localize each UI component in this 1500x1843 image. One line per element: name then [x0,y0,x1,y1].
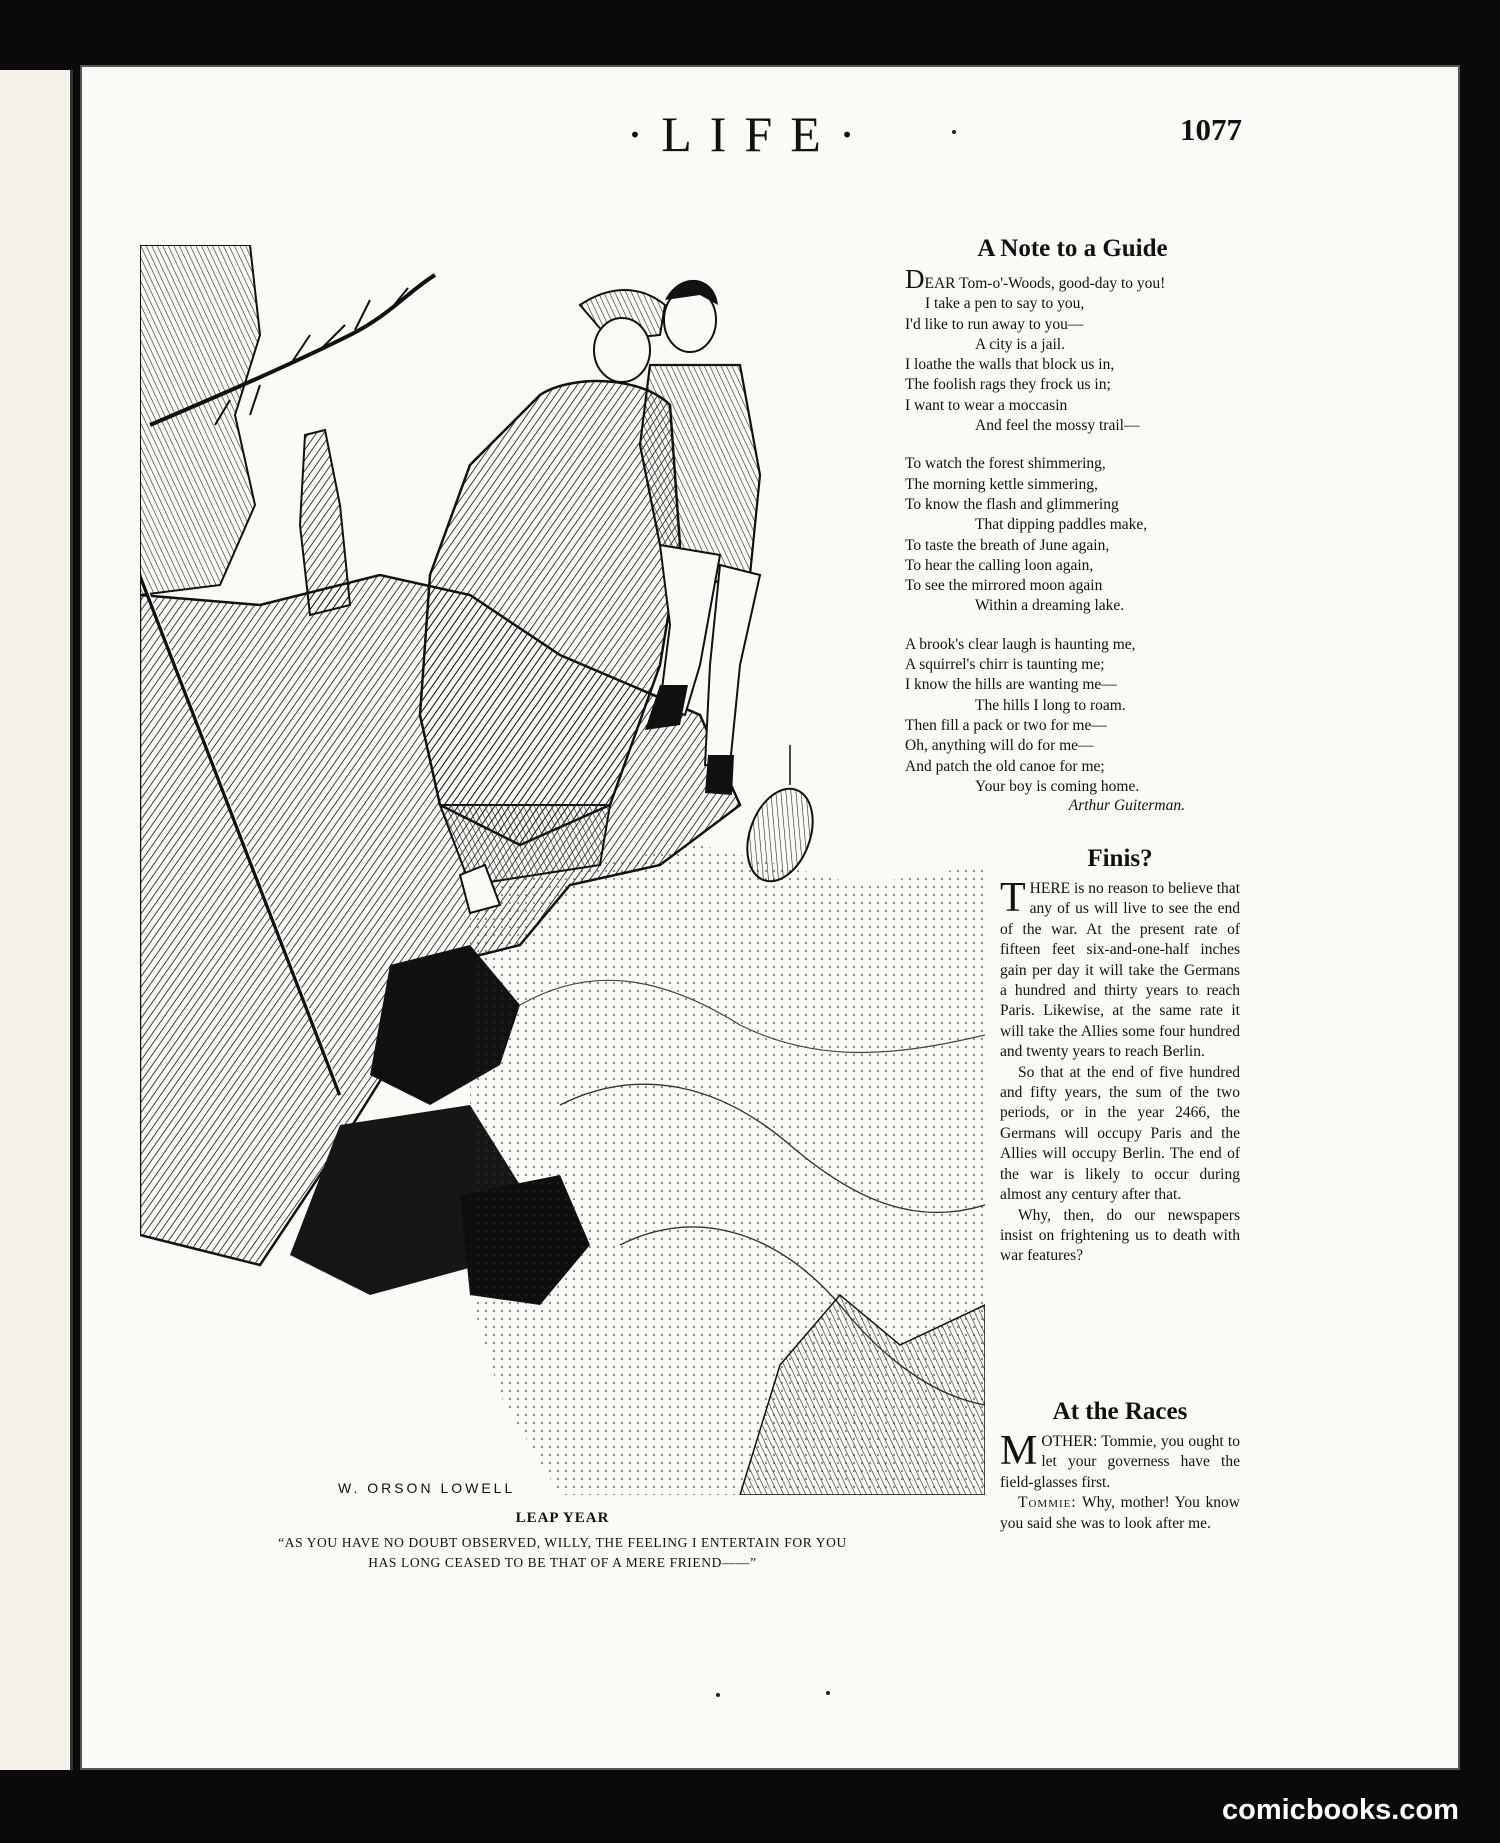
poem-body [905,264,1240,797]
races-line-2: Tommie: Why, mother! You know you said she was to look after me. [1000,1494,1240,1532]
poem-line: A brook's clear laugh is haunting me, [905,635,1136,653]
page-number: 1077 [1180,112,1242,147]
finis-paragraph-1: THERE is no reason to believe that any of us will live to see the end of the war. At the present rate of fifteen feet six-and-one-half inches gain per day it will take the Germans a hundred and thirty years to reach Paris. Likewise, at the same rate it will take the Allies some four hundred and twenty years to reach Berlin. [1000,875,1240,1061]
cartoon-title: LEAP YEAR [515,1510,610,1526]
races-article [1000,1398,1240,1534]
poem-line: The hills I long to roam. [975,696,1126,714]
poem-line: I'd like to run away to you— [905,315,1084,333]
poem-line: DEAR Tom-o'-Woods, good-day to you! [905,264,1166,294]
finis-body [1000,875,1240,1267]
finis-article [1000,845,1240,1267]
page-mark [952,130,956,134]
poem-line: The foolish rags they frock us in; [905,376,1111,394]
poem-article [905,235,1240,815]
poem-line: A city is a jail. [975,335,1065,353]
stanza-break [905,617,1240,635]
stanza-break [905,436,1240,454]
poem-line: To know the flash and glimmering [905,495,1119,513]
races-body [1000,1428,1240,1534]
races-line-1: MOTHER: Tommie, you ought to let your governess have the field-glasses first. [1000,1428,1240,1491]
page-mark [826,1691,830,1695]
poem-title: A Note to a Guide [977,235,1168,262]
races-dropcap: M [1000,1428,1038,1474]
poem-line: The morning kettle simmering, [905,475,1098,493]
poem-author: Arthur Guiterman. [1068,797,1185,815]
poem-line: To watch the forest shimmering, [905,455,1106,473]
leap-year-illustration [140,245,985,1495]
poem-line: I loathe the walls that block us in, [905,356,1115,374]
poem-line: To see the mirrored moon again [905,577,1103,595]
finis-paragraph-3: Why, then, do our newspapers insist on frightening us to death with war features? [1000,1206,1240,1265]
poem-line: I know the hills are wanting me— [905,676,1117,694]
masthead: ·LIFE· [626,106,874,162]
poem-line: And patch the old canoe for me; [905,757,1105,775]
poem-line: Then fill a pack or two for me— [905,716,1107,734]
speaker-name: Tommie: [1018,1494,1077,1512]
poem-line: To taste the breath of June again, [905,536,1110,554]
poem-line: I take a pen to say to you, [925,295,1085,313]
finis-title: Finis? [1087,845,1153,872]
poem-line: To hear the calling loon again, [905,556,1094,574]
poem-line: Your boy is coming home. [975,777,1140,795]
poem-dropcap: D [905,264,925,294]
poem-line: Within a dreaming lake. [975,597,1125,615]
finis-dropcap: T [1000,875,1026,921]
poem-line: And feel the mossy trail— [975,417,1140,435]
page-mark [716,1693,720,1697]
cartoon-caption-line-1: “AS YOU HAVE NO DOUBT OBSERVED, WILLY, THE FEELING I ENTERTAIN FOR YOU [278,1535,847,1550]
artist-signature: W. ORSON LOWELL [338,1480,516,1496]
poem-line: A squirrel's chirr is taunting me; [905,656,1105,674]
poem-line: That dipping paddles make, [975,516,1148,534]
poem-line: Oh, anything will do for me— [905,737,1094,755]
races-title: At the Races [1052,1398,1188,1425]
cartoon-caption-line-2: HAS LONG CEASED TO BE THAT OF A MERE FRIEND——” [368,1555,757,1570]
finis-paragraph-2: So that at the end of five hundred and fifty years, the sum of the two periods, or in the year 2466, the Germans will occupy Paris and the Allies will occupy Berlin. The end of the war is likely to occur during almost any century after that. [1000,1063,1240,1204]
facing-page-edge [0,70,73,1770]
poem-line: I want to wear a moccasin [905,396,1068,414]
site-watermark: comicbooks.com [1222,1794,1459,1826]
